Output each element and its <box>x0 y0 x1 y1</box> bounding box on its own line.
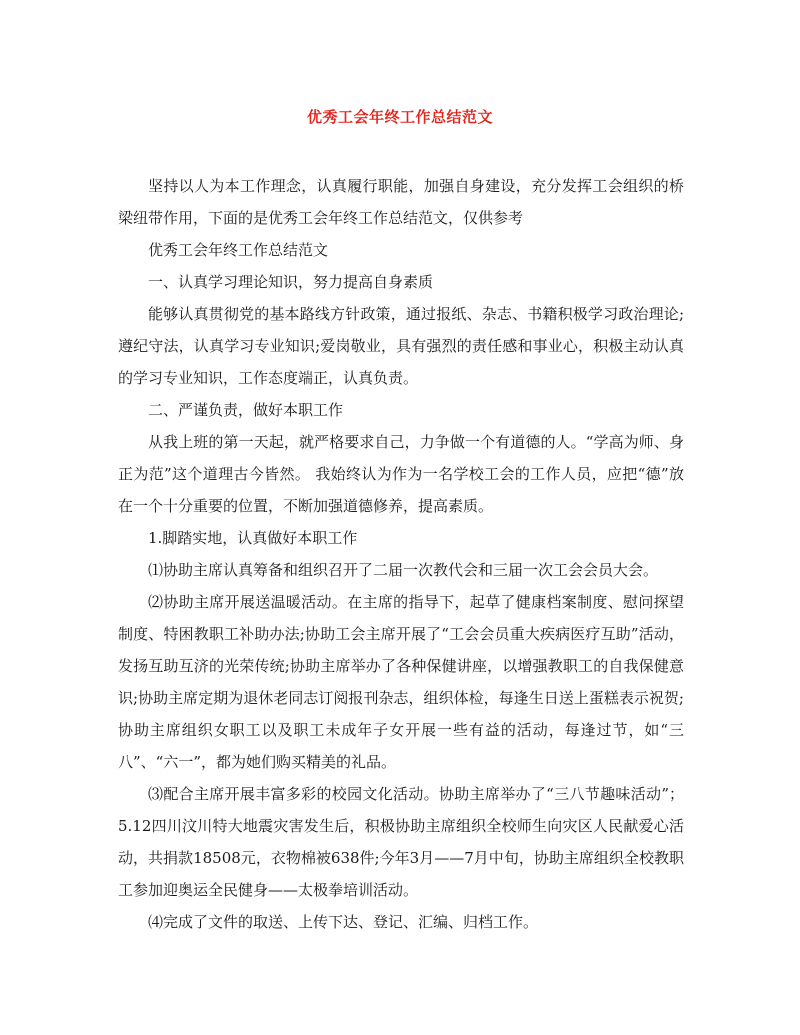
intro-paragraph: 坚持以人为本工作理念，认真履行职能，加强自身建设，充分发挥工会组织的桥梁纽带作用，下面的是优秀工会年终工作总结范文，仅供参考 <box>118 177 684 227</box>
item-2-paragraph: ⑵协助主席开展送温暖活动。在主席的指导下，起草了健康档案制度、慰问探望制度、特困教职工补助办法;协助工会主席开展了“工会会员重大疾病医疗互助”活动，发扬互助互济的光荣传统;协助主席举办了各种保健讲座，以增强教职工的自我保健意识;协助主席定期为退休老同志订阅报刊杂志，组织体检，每逢生日送上蛋糕表示祝贺;协助主席组织女职工以及职工未成年子女开展一些有益的活动，每逢过节，如“三八”、“六一”，都为她们购买精美的礼品。 <box>118 593 684 771</box>
document-title: 优秀工会年终工作总结范文 <box>306 108 493 126</box>
document-body <box>118 170 684 938</box>
item-4-paragraph: ⑷完成了文件的取送、上传下达、登记、汇编、归档工作。 <box>148 913 539 931</box>
item-3-paragraph: ⑶配合主席开展丰富多彩的校园文化活动。协助主席举办了“三八节趣味活动”；5.12四川汶川特大地震灾害发生后，积极协助主席组织全校师生向灾区人民献爱心活动，共捐款18508元，衣物棉被638件;今年3月——7月中旬，协助主席组织全校教职工参加迎奥运全民健身——太极拳培训活动。 <box>118 785 684 899</box>
section-heading-2: 二、严谨负责，做好本职工作 <box>148 401 344 419</box>
subtitle-paragraph: 优秀工会年终工作总结范文 <box>148 241 329 259</box>
subsection-heading-1: 1.脚踏实地，认真做好本职工作 <box>148 529 358 547</box>
section-1-paragraph: 能够认真贯彻党的基本路线方针政策，通过报纸、杂志、书籍积极学习政治理论;遵纪守法，认真学习专业知识;爱岗敬业，具有强烈的责任感和事业心，积极主动认真的学习专业知识，工作态度端正，认真负责。 <box>118 305 684 387</box>
item-1-paragraph: ⑴协助主席认真筹备和组织召开了二届一次教代会和三届一次工会会员大会。 <box>148 561 659 579</box>
section-2-paragraph: 从我上班的第一天起，就严格要求自己，力争做一个有道德的人。“学高为师、身正为范”这个道理古今皆然。 我始终认为作为一名学校工会的工作人员，应把“德”放在一个十分重要的位置，不断加强道德修养，提高素质。 <box>118 433 684 515</box>
section-heading-1: 一、认真学习理论知识，努力提高自身素质 <box>148 273 434 291</box>
